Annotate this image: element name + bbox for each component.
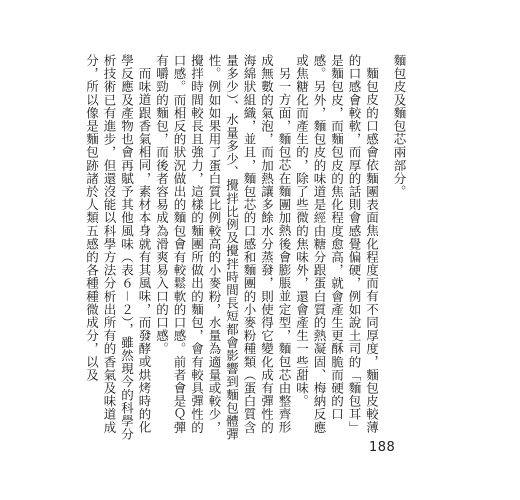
page-number: 188 [369, 440, 396, 455]
paragraph-4: 而味道跟香氣相同，素材本身就有其風味，而發酵或烘烤時的化學反應及產物也會再賦予其他風味（表６－２），雖然現今的科學分析技術已有進步，但還沒能以科學方法分析出所有的香氣及味道成分，所以像是麵包跡諸於人類五感的各種種微成分，以及 [84, 54, 152, 441]
paragraph-1: 麵包皮及麵包芯兩部分。 [392, 54, 407, 199]
vertical-text-body [83, 54, 408, 446]
paragraph-2: 麵包皮的口感會依麵團表面焦化程度而有不同厚度，麵包皮較薄的口感會較軟，而厚的話則會感覺偏硬，例如說土司的「麵包耳」是麵包皮，而麵包皮的焦化程度愈高，就會產生更酥脆而硬的口感。另外，麵包皮的味道是經由糖分跟蛋白質的熱凝固、梅納反應或焦糖化而產生的，除了些微的焦味外，還會產生一些甜味。 [294, 54, 380, 434]
paragraph-3: 另一方面，麵包芯在麵團加熱後會膨脹並定型，麵包芯由整齊形成無數的氣泡，而加熱讓多餘水分蒸發，則使得它變化成有彈性的海綿狀組織，並且，麵包芯的口感和麵團的小麥粉種類（蛋白質含量多少）、水量多少、攪拌比例及攪拌時間長短都會影響到麵包體彈性。例如如果用了蛋白質比例較高的小麥粉，水量為適量或較少，攪拌時間較長且強力，這樣的麵團所做出的麵包，會有較具彈性的口感。而相反的狀況做出的麵包會有較鬆軟的口感。前者會是Ｑ彈有嚼勁的麵包，而後者容易成為滑爽易入口的口感。 [154, 54, 292, 441]
paragraph-gap [381, 54, 391, 64]
